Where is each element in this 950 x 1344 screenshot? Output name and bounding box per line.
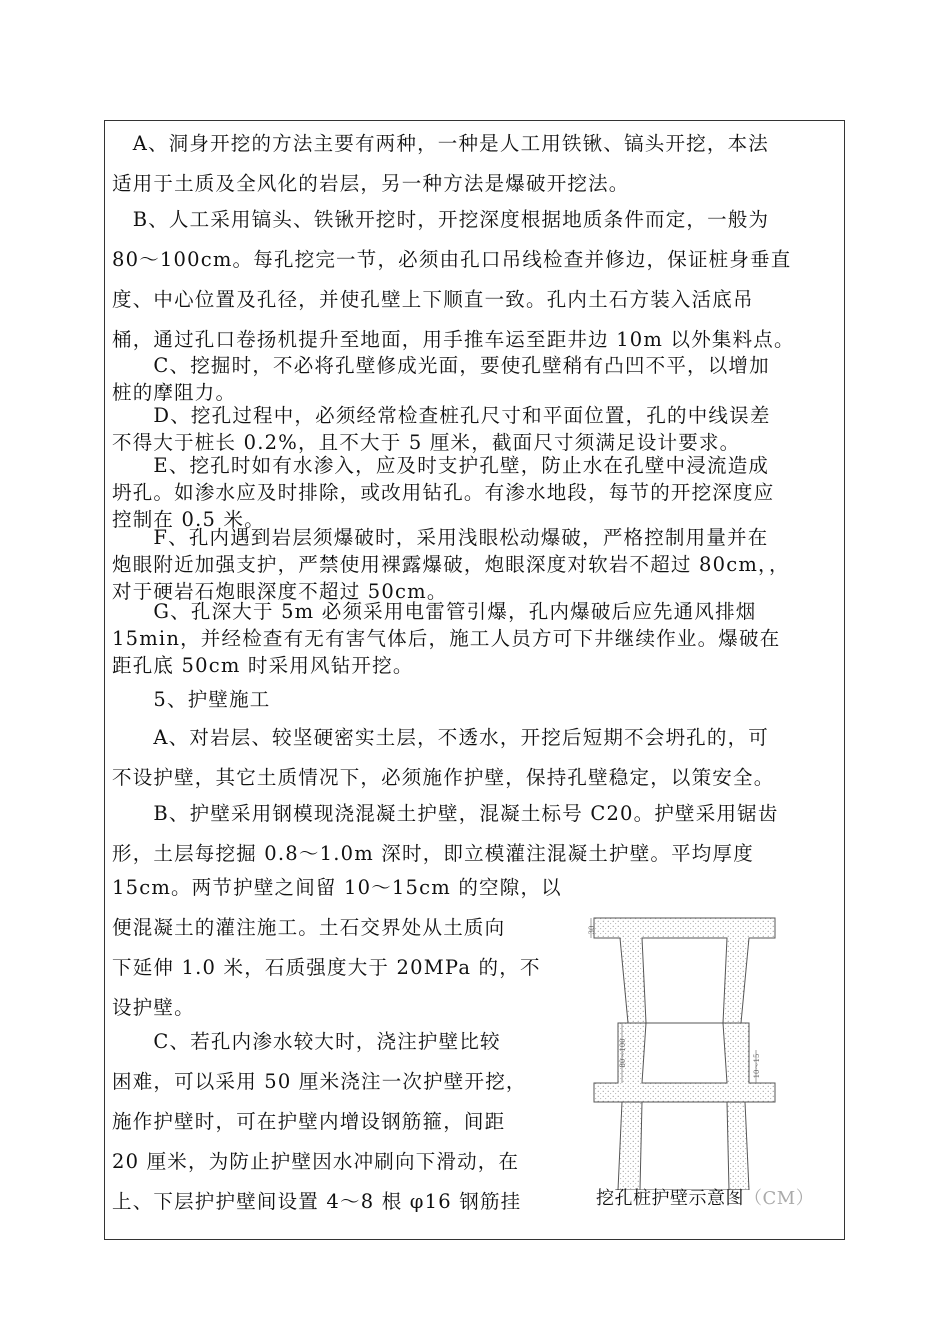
paragraph-e: E、挖孔时如有水渗入，应及时支护孔壁，防止水在孔壁中浸流造成 坍孔。如渗水应及时排除，或改用钻孔。有渗水地段，每节的开挖深度应 控制在 0.5 米。: [112, 454, 775, 531]
paragraph-5c: C、若孔内渗水较大时，浇注护壁比较 困难，可以采用 50 厘米浇注一次护壁开挖， 施作护壁时，可在护壁内增设钢筋箍，间距 20 厘米，为防止护壁因水冲刷向下滑动，在 上、下层护护壁间设置 4～8 根 φ16 钢筋挂: [112, 1030, 527, 1213]
paragraph-5b-continued: 15cm。两节护壁之间留 10～15cm 的空隙，以 便混凝土的灌注施工。土石交界处从土质向 下延伸 1.0 米，石质强度大于 20MPa 的，不 设护壁。: [112, 876, 562, 1019]
paragraph-5b: B、护壁采用钢模现浇混凝土护壁，混凝土标号 C20。护壁采用锯齿 形，土层每挖掘 0.8～1.0m 深时，即立模灌注混凝土护壁。平均厚度: [112, 802, 779, 865]
label-segment-height: 80～100: [619, 1038, 627, 1068]
paragraph-g: G、孔深大于 5m 必须采用电雷管引爆，孔内爆破后应先通风排烟 15min，并经检查有无有害气体后，施工人员方可下井继续作业。爆破在 距孔底 50cm 时采用风钻开挖。: [112, 600, 781, 677]
paragraph-c: C、挖掘时，不必将孔壁修成光面，要使孔壁稍有凸凹不平，以增加 桩的摩阻力。: [112, 354, 770, 404]
paragraph-f: F、孔内遇到岩层须爆破时，采用浅眼松动爆破，严格控制用量并在 炮眼附近加强支护，严禁使用裸露爆破，炮眼深度对软岩不超过 80cm，， 对于硬岩石炮眼深度不超过 50cm。: [112, 526, 790, 603]
bottom-wall-segment: [618, 1102, 749, 1190]
dimension-gap: [753, 1050, 761, 1083]
diagram-caption: [596, 1184, 814, 1210]
section-heading-5: 5、护壁施工: [112, 688, 271, 711]
paragraph-a: A、洞身开挖的方法主要有两种，一种是人工用铁锹、镐头开挖，本法 适用于土质及全风化的岩层，另一种方法是爆破开挖法。: [112, 132, 769, 195]
label-top-thickness: 30: [588, 925, 596, 935]
caption-unit: （CM）: [744, 1188, 815, 1209]
pile-wall-diagram: [582, 900, 797, 1190]
label-gap: 10～15: [753, 1053, 761, 1079]
top-wall-segment: [594, 918, 775, 1023]
paragraph-5a: A、对岩层、较坚硬密实土层，不透水，开挖后短期不会坍孔的，可 不设护壁，其它土质情况下，必须施作护壁，保持孔壁稳定，以策安全。: [112, 726, 775, 789]
paragraph-d: D、挖孔过程中，必须经常检查桩孔尺寸和平面位置，孔的中线误差 不得大于桩长 0.2%，且不大于 5 厘米，截面尺寸须满足设计要求。: [112, 404, 771, 454]
paragraph-b: B、人工采用镐头、铁锹开挖时，开挖深度根据地质条件而定，一般为 80～100cm。每孔挖完一节，必须由孔口吊线检查并修边，保证桩身垂直 度、中心位置及孔径，并使孔壁上下顺直一致。孔内土石方装入活底吊 桶，通过孔口卷扬机提升至地面，用手推车运至距井边 10m 以外集料点。: [112, 208, 795, 351]
caption-title: 挖孔桩护壁示意图: [596, 1188, 744, 1209]
